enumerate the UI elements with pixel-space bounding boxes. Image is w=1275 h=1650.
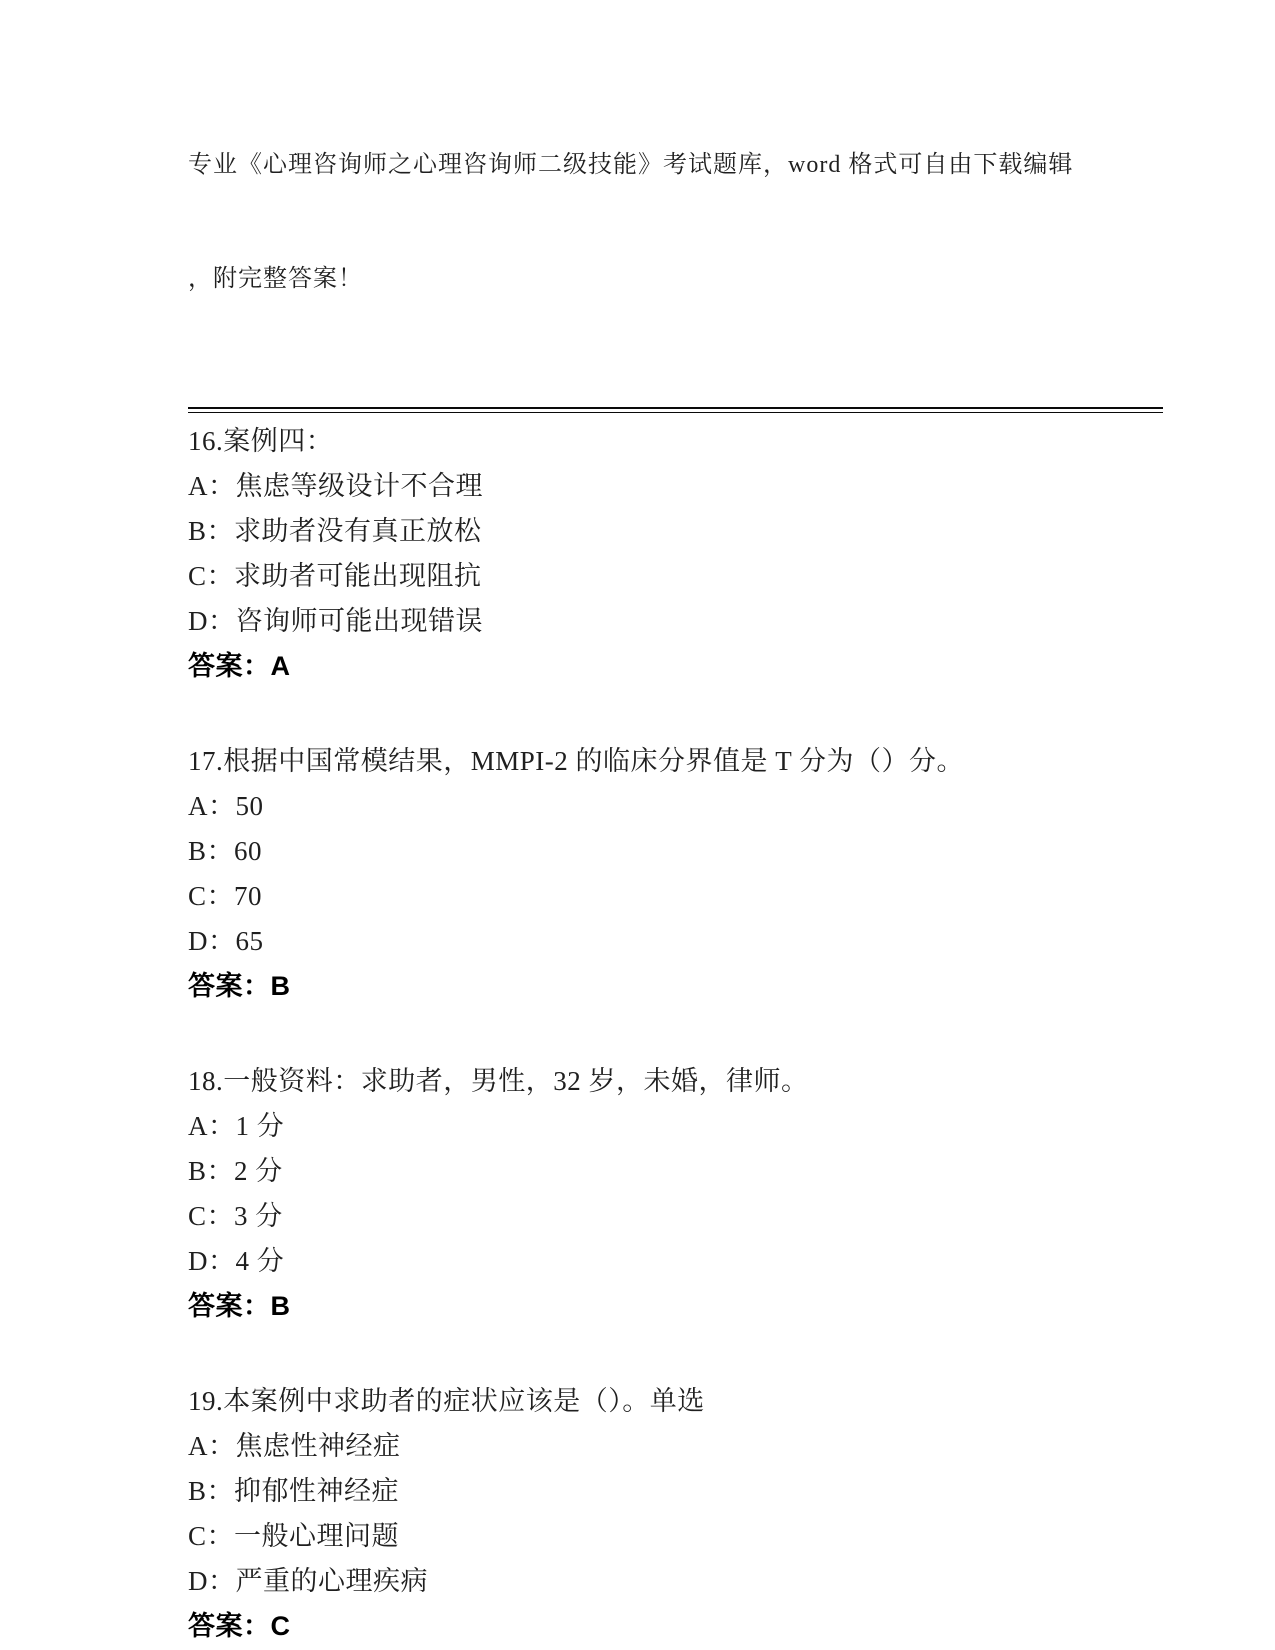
answer-text: 答案：A bbox=[188, 651, 291, 681]
question-text: 18.一般资料：求助者，男性，32 岁，未婚，律师。 bbox=[188, 1066, 809, 1096]
option-c: C：一般心理问题 bbox=[188, 1521, 400, 1551]
option-a: A：50 bbox=[188, 791, 264, 821]
question-18 bbox=[188, 1059, 1163, 1329]
answer-text: 答案：B bbox=[188, 1291, 291, 1321]
option-c: C：70 bbox=[188, 881, 263, 911]
question-16 bbox=[188, 419, 1163, 689]
option-a: A：1 分 bbox=[188, 1111, 285, 1141]
header-divider-rule bbox=[188, 407, 1163, 413]
option-d: D：65 bbox=[188, 926, 264, 956]
header-line-1: 专业《心理咨询师之心理咨询师二级技能》考试题库，word 格式可自由下载编辑 bbox=[188, 152, 1074, 178]
question-text: 19.本案例中求助者的症状应该是（）。单选 bbox=[188, 1386, 705, 1416]
option-b: B：抑郁性神经症 bbox=[188, 1476, 400, 1506]
header-line-2: ，附完整答案！ bbox=[188, 266, 363, 292]
option-b: B：2 分 bbox=[188, 1156, 283, 1186]
question-17 bbox=[188, 739, 1163, 1009]
option-c: C：3 分 bbox=[188, 1201, 283, 1231]
option-d: D：4 分 bbox=[188, 1246, 285, 1276]
answer-text: 答案：C bbox=[188, 1611, 291, 1641]
answer-text: 答案：B bbox=[188, 971, 291, 1001]
option-d: D：咨询师可能出现错误 bbox=[188, 606, 483, 636]
option-a: A：焦虑性神经症 bbox=[188, 1431, 401, 1461]
option-b: B：求助者没有真正放松 bbox=[188, 516, 482, 546]
document-header bbox=[188, 70, 1163, 374]
option-a: A：焦虑等级设计不合理 bbox=[188, 471, 483, 501]
option-c: C：求助者可能出现阻抗 bbox=[188, 561, 482, 591]
question-text: 16.案例四： bbox=[188, 426, 334, 456]
question-text: 17.根据中国常模结果，MMPI-2 的临床分界值是 T 分为（）分。 bbox=[188, 746, 965, 776]
option-b: B：60 bbox=[188, 836, 263, 866]
option-d: D：严重的心理疾病 bbox=[188, 1566, 428, 1596]
question-19 bbox=[188, 1379, 1163, 1649]
